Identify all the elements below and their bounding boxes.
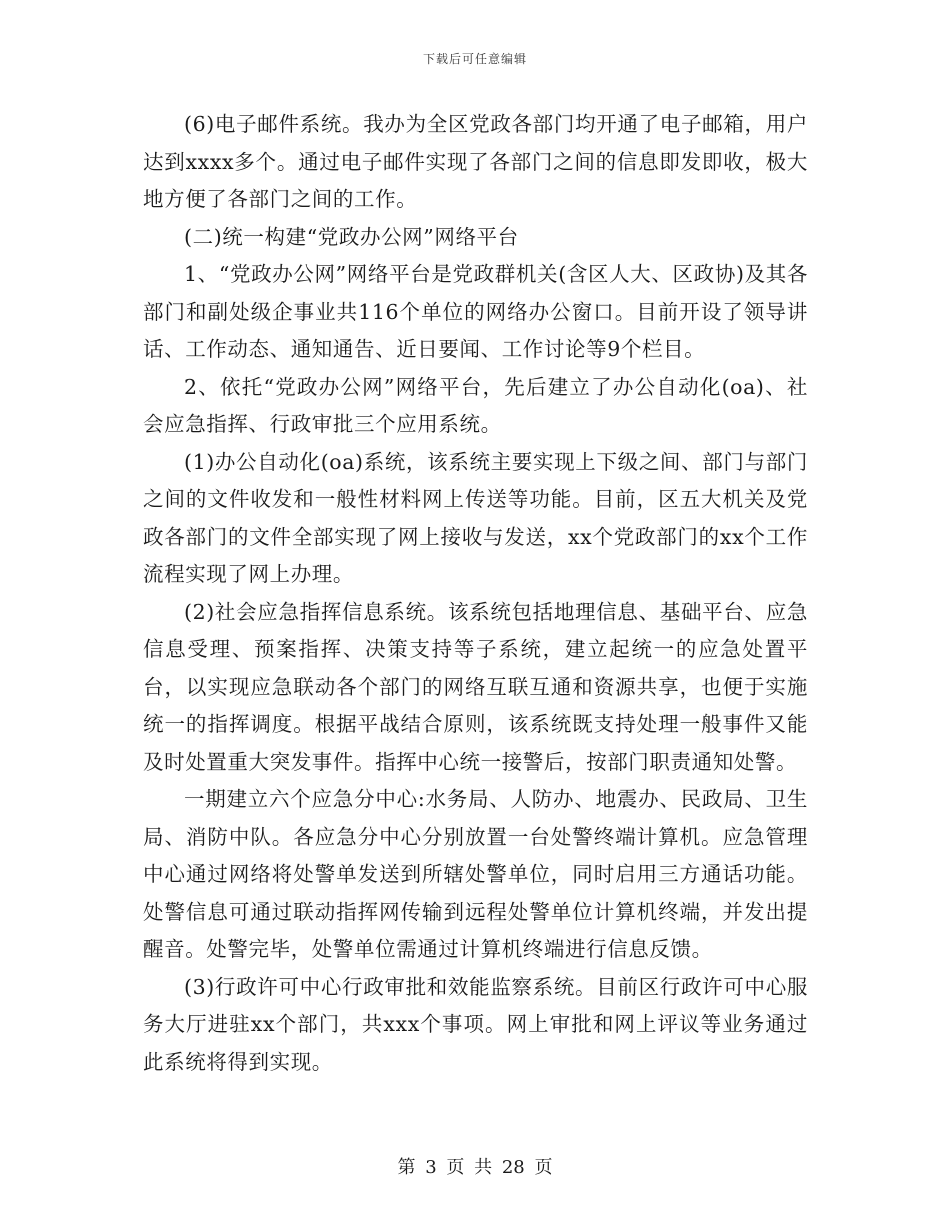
paragraph-emergency-command: (2)社会应急指挥信息系统。该系统包括地理信息、基础平台、应急信息受理、预案指挥、决策支持等子系统，建立起统一的应急处置平台，以实现应急联动各个部门的网络互联互通和资源共享，也便于实施统一的指挥调度。根据平战结合原则，该系统既支持处理一般事件又能及时处置重大突发事件。指挥中心统一接警后，按部门职责通知处警。 — [143, 599, 808, 774]
paragraph-email-system: (6)电子邮件系统。我办为全区党政各部门均开通了电子邮箱，用户达到xxxx多个。通过电子邮件实现了各部门之间的信息即发即收，极大地方便了各部门之间的工作。 — [143, 112, 808, 211]
paragraph-administrative-approval: (3)行政许可中心行政审批和效能监察系统。目前区行政许可中心服务大厅进驻xx个部门，共xxx个事项。网上审批和网上评议等业务通过此系统将得到实现。 — [143, 974, 808, 1074]
page-header: 下载后可任意编辑 — [422, 52, 527, 66]
page-number: 第 3 页 共 28 页 — [397, 1157, 553, 1178]
document-body — [143, 106, 808, 1081]
paragraph-network-platform: 1、“党政办公网”网络平台是党政群机关(含区人大、区政协)及其各部门和副处级企事业共116个单位的网络办公窗口。目前开设了领导讲话、工作动态、通知通告、近日要闻、工作讨论等9个栏目。 — [143, 262, 808, 361]
paragraph-emergency-subcenters: 一期建立六个应急分中心:水务局、人防办、地震办、民政局、卫生局、消防中队。各应急分中心分别放置一台处警终端计算机。应急管理中心通过网络将处警单发送到所辖处警单位，同时启用三方通话功能。处警信息可通过联动指挥网传输到远程处警单位计算机终端，并发出提醒音。处警完毕，处警单位需通过计算机终端进行信息反馈。 — [143, 787, 808, 961]
paragraph-application-systems: 2、依托“党政办公网”网络平台，先后建立了办公自动化(oa)、社会应急指挥、行政审批三个应用系统。 — [143, 374, 808, 436]
section-heading-office-network: (二)统一构建“党政办公网”网络平台 — [184, 224, 519, 249]
paragraph-oa-system: (1)办公自动化(oa)系统，该系统主要实现上下级之间、部门与部门之间的文件收发和一般性材料网上传送等功能。目前，区五大机关及党政各部门的文件全部实现了网上接收与发送，xx个党政部门的xx个工作流程实现了网上办理。 — [143, 449, 808, 586]
